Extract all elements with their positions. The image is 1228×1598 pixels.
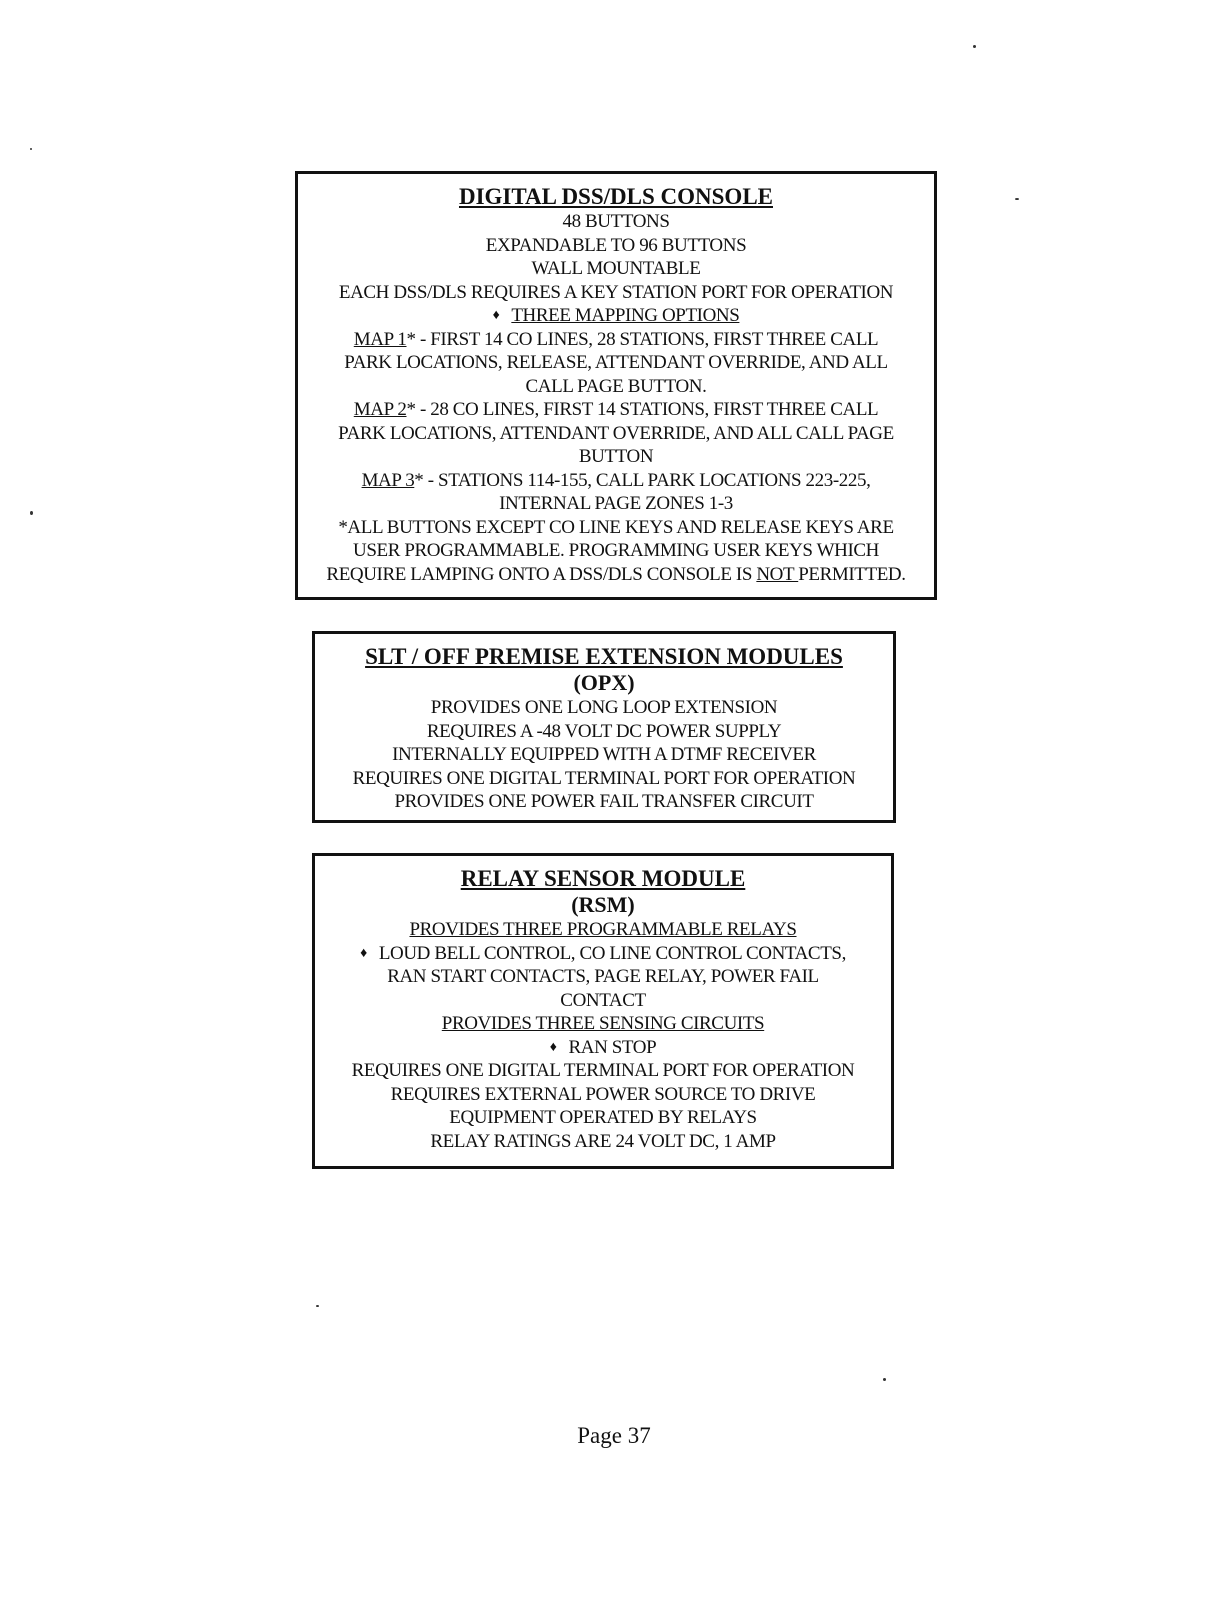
scan-speck (316, 1305, 319, 1307)
dss-map2-line-b: PARK LOCATIONS, ATTENDANT OVERRIDE, AND ALL CALL PAGE (338, 422, 894, 444)
rsm-line-ratings: RELAY RATINGS ARE 24 VOLT DC, 1 AMP (430, 1130, 776, 1152)
dss-line-wall-mountable: WALL MOUNTABLE (531, 258, 701, 279)
dss-map1-line-b: PARK LOCATIONS, RELEASE, ATTENDANT OVERRIDE, AND ALL (344, 352, 888, 373)
rsm-relays-bullet-line-b: RAN START CONTACTS, PAGE RELAY, POWER FAIL (387, 966, 819, 987)
dss-note-line-a: *ALL BUTTONS EXCEPT CO LINE KEYS AND RELEASE KEYS ARE (338, 516, 894, 538)
rsm-title: RELAY SENSOR MODULE (460, 866, 746, 891)
bullet-icon: ♦ (492, 308, 500, 323)
bullet-icon: ♦ (360, 945, 367, 961)
dss-map3-line-a (298, 469, 934, 493)
dss-console-box (295, 171, 937, 600)
scan-speck (30, 511, 33, 515)
dss-map1-line-a (298, 328, 934, 352)
rsm-relays-bullet-line-c: CONTACT (560, 989, 646, 1011)
opx-line-dtmf: INTERNALLY EQUIPPED WITH A DTMF RECEIVER (392, 744, 816, 765)
note-c-post: PERMITTED. (798, 563, 906, 585)
map3-text-a: * - STATIONS 114-155, CALL PARK LOCATIONS 223-225, (414, 469, 871, 491)
scan-speck (973, 45, 976, 48)
opx-module-box (312, 631, 896, 823)
relays-bullet-a-text: LOUD BELL CONTROL, CO LINE CONTROL CONTACTS, (378, 942, 846, 964)
rsm-line-terminal-port: REQUIRES ONE DIGITAL TERMINAL PORT FOR OPERATION (351, 1060, 855, 1081)
scan-speck (30, 148, 32, 150)
rsm-relays-bullet-line-a (315, 942, 891, 966)
opx-line-terminal-port: REQUIRES ONE DIGITAL TERMINAL PORT FOR OPERATION (352, 767, 856, 789)
note-c-not: NOT (756, 563, 799, 585)
rsm-line-external-power: REQUIRES EXTERNAL POWER SOURCE TO DRIVE (390, 1083, 816, 1105)
opx-subtitle: (OPX) (573, 670, 635, 695)
rsm-module-box (312, 853, 894, 1169)
map2-label: MAP 2 (353, 399, 407, 420)
dss-note-line-b: USER PROGRAMMABLE. PROGRAMMING USER KEYS WHICH (353, 540, 879, 561)
dss-line-buttons: 48 BUTTONS (562, 211, 670, 232)
dss-options-line (298, 304, 934, 328)
scan-speck (883, 1378, 886, 1381)
map1-text-a: * - FIRST 14 CO LINES, 28 STATIONS, FIRST THREE CALL (406, 328, 879, 350)
opx-line-power-fail: PROVIDES ONE POWER FAIL TRANSFER CIRCUIT (394, 791, 814, 812)
dss-line-expandable: EXPANDABLE TO 96 BUTTONS (485, 234, 747, 256)
dss-title: DIGITAL DSS/DLS CONSOLE (458, 184, 773, 209)
dss-map2-line-c: BUTTON (578, 446, 654, 467)
map3-label: MAP 3 (361, 469, 415, 491)
map2-text-a: * - 28 CO LINES, FIRST 14 STATIONS, FIRST THREE CALL (406, 399, 879, 420)
opx-title: SLT / OFF PREMISE EXTENSION MODULES (365, 644, 843, 669)
rsm-subtitle: (RSM) (571, 892, 635, 917)
rsm-sensing-bullet-line (315, 1036, 891, 1060)
opx-line-power-supply: REQUIRES A -48 VOLT DC POWER SUPPLY (426, 720, 782, 742)
dss-map3-line-b: INTERNAL PAGE ZONES 1-3 (499, 493, 733, 514)
sensing-bullet-text: RAN STOP (568, 1036, 657, 1058)
rsm-relays-heading: PROVIDES THREE PROGRAMMABLE RELAYS (409, 919, 797, 940)
note-c-pre: REQUIRE LAMPING ONTO A DSS/DLS CONSOLE IS (326, 563, 757, 585)
page-number: Page 37 (577, 1423, 651, 1448)
scan-speck (1015, 198, 1019, 200)
dss-options-heading: THREE MAPPING OPTIONS (511, 305, 740, 326)
dss-map2-line-a (298, 398, 934, 422)
dss-line-key-station-port: EACH DSS/DLS REQUIRES A KEY STATION PORT FOR OPERATION (338, 281, 894, 303)
dss-note-line-c (298, 563, 934, 587)
opx-line-long-loop: PROVIDES ONE LONG LOOP EXTENSION (430, 697, 778, 718)
dss-map1-line-c: CALL PAGE BUTTON. (525, 375, 707, 397)
rsm-sensing-heading: PROVIDES THREE SENSING CIRCUITS (441, 1013, 765, 1034)
map1-label: MAP 1 (353, 328, 407, 350)
bullet-icon: ♦ (549, 1039, 557, 1055)
rsm-line-equipment: EQUIPMENT OPERATED BY RELAYS (449, 1107, 757, 1128)
